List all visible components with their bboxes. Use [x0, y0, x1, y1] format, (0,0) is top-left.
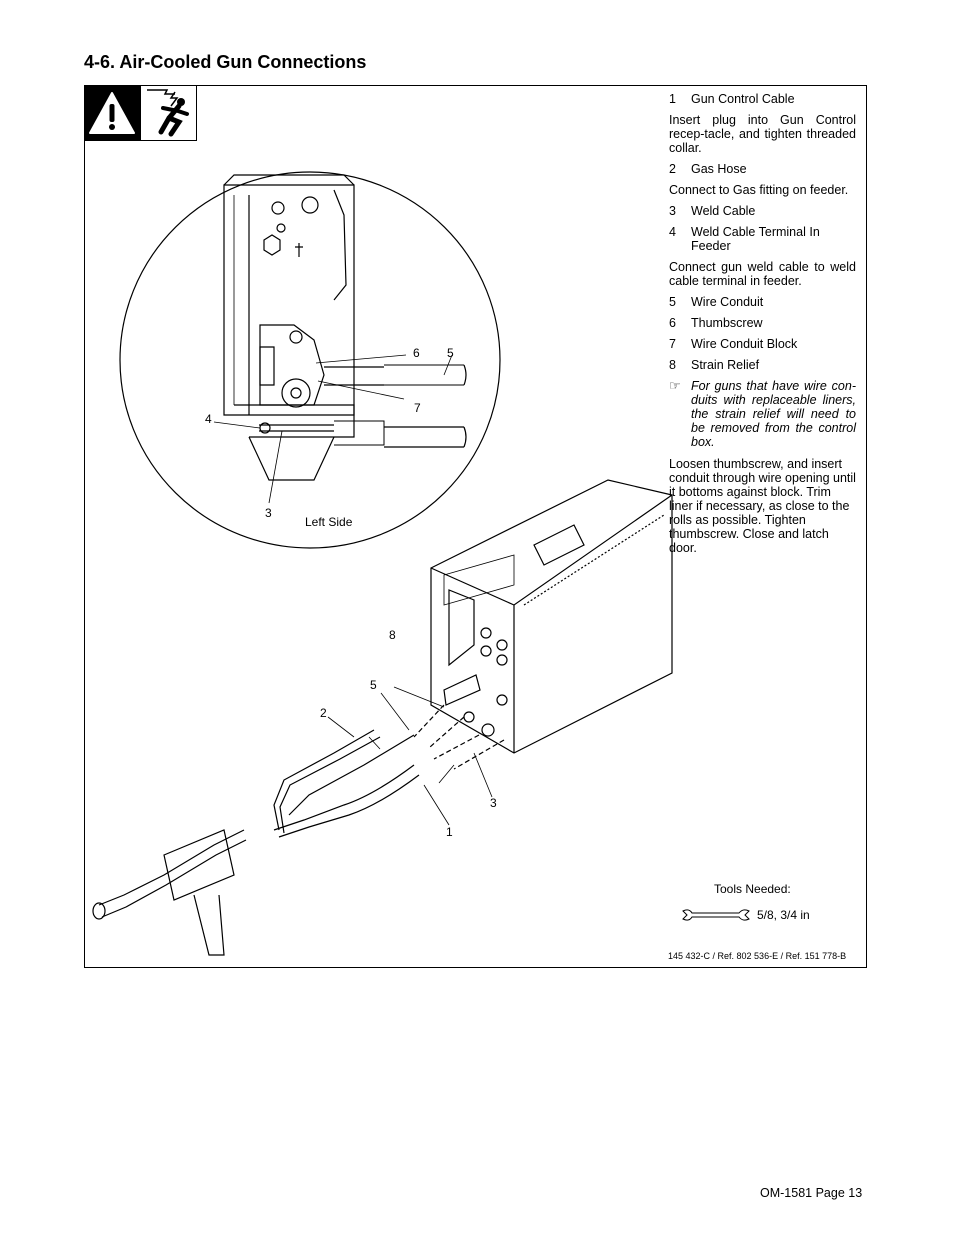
item-number: 4 [669, 225, 676, 239]
callout-5b: 5 [370, 678, 377, 692]
tools-needed-row [681, 908, 810, 922]
callout-3: 3 [265, 506, 272, 520]
page-footer: OM-1581 Page 13 [760, 1186, 863, 1200]
note-text: For guns that have wire con-duits with replaceable liners, the strain relief will need to be removed from the control box. [691, 379, 856, 449]
detail-circle [120, 172, 500, 548]
paragraph: Insert plug into Gun Control recep-tacle, and tighten threaded collar. [669, 113, 856, 155]
item-number: 8 [669, 358, 676, 372]
item-text: Thumbscrew [691, 316, 763, 330]
callout-1: 1 [446, 825, 453, 839]
item-number: 7 [669, 337, 676, 351]
wrench-icon [681, 908, 751, 922]
instructions-column [669, 92, 856, 555]
tools-needed-label: Tools Needed: [714, 882, 791, 896]
item-text: Weld Cable Terminal In Feeder [691, 225, 820, 253]
paragraph: Loosen thumbscrew, and insert conduit through wire opening until it bottoms against block. Trim liner if necessary, as close to the rolls as possible. Tighten thumbscrew. Close and latch door. [669, 457, 856, 555]
callout-7: 7 [414, 401, 421, 415]
item-number: 3 [669, 204, 676, 218]
note [669, 379, 856, 449]
pointing-hand-icon: ☞ [669, 378, 681, 393]
callout-3b: 3 [490, 796, 497, 810]
paragraph: Connect to Gas fitting on feeder. [669, 183, 849, 197]
item-text: Wire Conduit Block [691, 337, 798, 351]
list-item [669, 162, 856, 176]
list-item [669, 337, 856, 351]
left-side-label: Left Side [305, 515, 353, 529]
item-text: Gas Hose [691, 162, 747, 176]
callout-8: 8 [389, 628, 396, 642]
callout-4: 4 [205, 412, 212, 426]
item-text: Weld Cable [691, 204, 756, 218]
callout-5: 5 [447, 346, 454, 360]
wire-conduit [289, 735, 414, 815]
tools-needed-value: 5/8, 3/4 in [757, 908, 810, 922]
strain-relief [444, 675, 480, 705]
list-item [669, 92, 856, 106]
item-text: Gun Control Cable [691, 92, 795, 106]
gun-cable [274, 765, 414, 830]
callout-2: 2 [320, 706, 327, 720]
list-item [669, 316, 856, 330]
list-item [669, 225, 856, 253]
item-number: 1 [669, 92, 676, 106]
drive-roll-assembly [260, 325, 324, 405]
paragraph: Connect gun weld cable to weld cable terminal in feeder. [669, 260, 856, 288]
item-number: 2 [669, 162, 676, 176]
item-number: 5 [669, 295, 676, 309]
list-item [669, 295, 856, 309]
item-text: Wire Conduit [691, 295, 764, 309]
figure-reference: 145 432-C / Ref. 802 536-E / Ref. 151 778-B [668, 951, 847, 961]
callout-6: 6 [413, 346, 420, 360]
item-number: 6 [669, 316, 676, 330]
item-text: Strain Relief [691, 358, 760, 372]
list-item [669, 358, 856, 372]
list-item [669, 204, 856, 218]
section-title: 4-6. Air-Cooled Gun Connections [84, 52, 367, 72]
